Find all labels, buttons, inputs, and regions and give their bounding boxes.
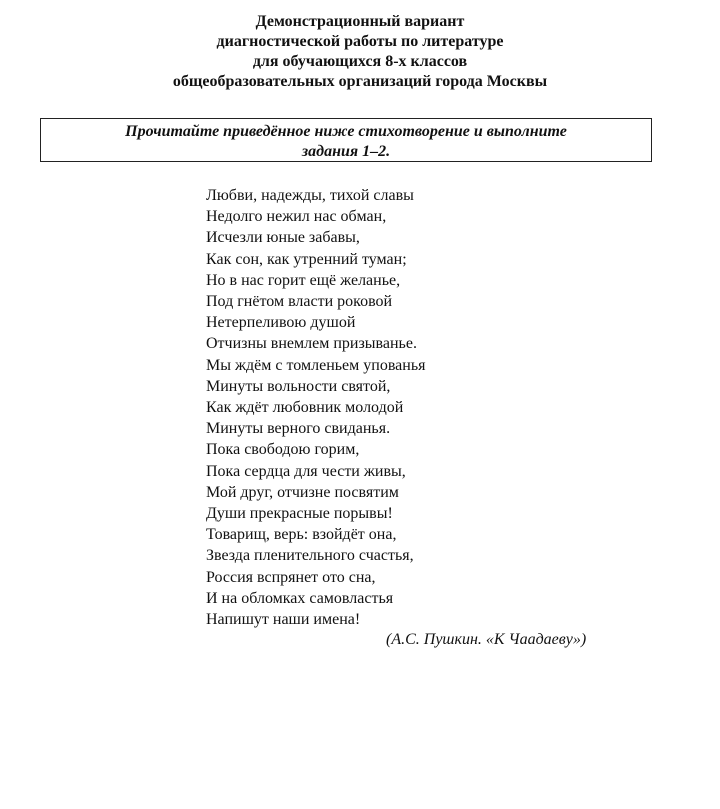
task-instruction-box [40,118,652,162]
poem-line: Души прекрасные порывы! [206,505,393,523]
poem-line: Мой друг, отчизне посвятим [206,483,399,501]
header-line-1: Демонстрационный вариант [255,13,465,30]
poem-line: Звезда пленительного счастья, [206,547,414,565]
header-line-3: для обучающихся 8-х классов [252,53,468,70]
poem-line: Как ждёт любовник молодой [206,399,404,417]
poem-line: Исчезли юные забавы, [206,229,360,247]
task-line-1: Прочитайте приведённое ниже стихотворение и выполните [125,123,567,140]
poem-line: Минуты вольности святой, [206,377,391,395]
poem-attribution: (А.С. Пушкин. «К Чаадаеву») [386,631,587,648]
poem-line: Под гнётом власти роковой [206,293,393,311]
poem-line: Недолго нежил нас обман, [206,208,387,226]
poem-line: Нетерпеливою душой [206,314,356,332]
poem-line: Мы ждём с томленьем упованья [206,356,426,374]
document-header [0,12,720,92]
poem-line: Отчизны внемлем призыванье. [206,335,417,353]
poem-line: Россия вспрянет ото сна, [206,568,376,586]
poem-line: Минуты верного свиданья. [206,420,391,438]
poem-text [206,185,626,630]
task-line-2: задания 1–2. [301,143,391,160]
poem-line: И на обломках самовластья [206,589,394,607]
header-line-2: диагностической работы по литературе [216,33,504,50]
poem-line: Любви, надежды, тихой славы [206,187,414,204]
poem-line: Пока сердца для чести живы, [206,462,406,480]
poem-line: Напишут наши имена! [206,611,361,629]
poem-line: Но в нас горит ещё желанье, [206,271,401,289]
header-line-4: общеобразовательных организаций города Москвы [172,73,548,90]
poem-line: Как сон, как утренний туман; [206,250,407,268]
poem-line: Пока свободою горим, [206,441,360,459]
poem-line: Товарищ, верь: взойдёт она, [206,526,397,544]
